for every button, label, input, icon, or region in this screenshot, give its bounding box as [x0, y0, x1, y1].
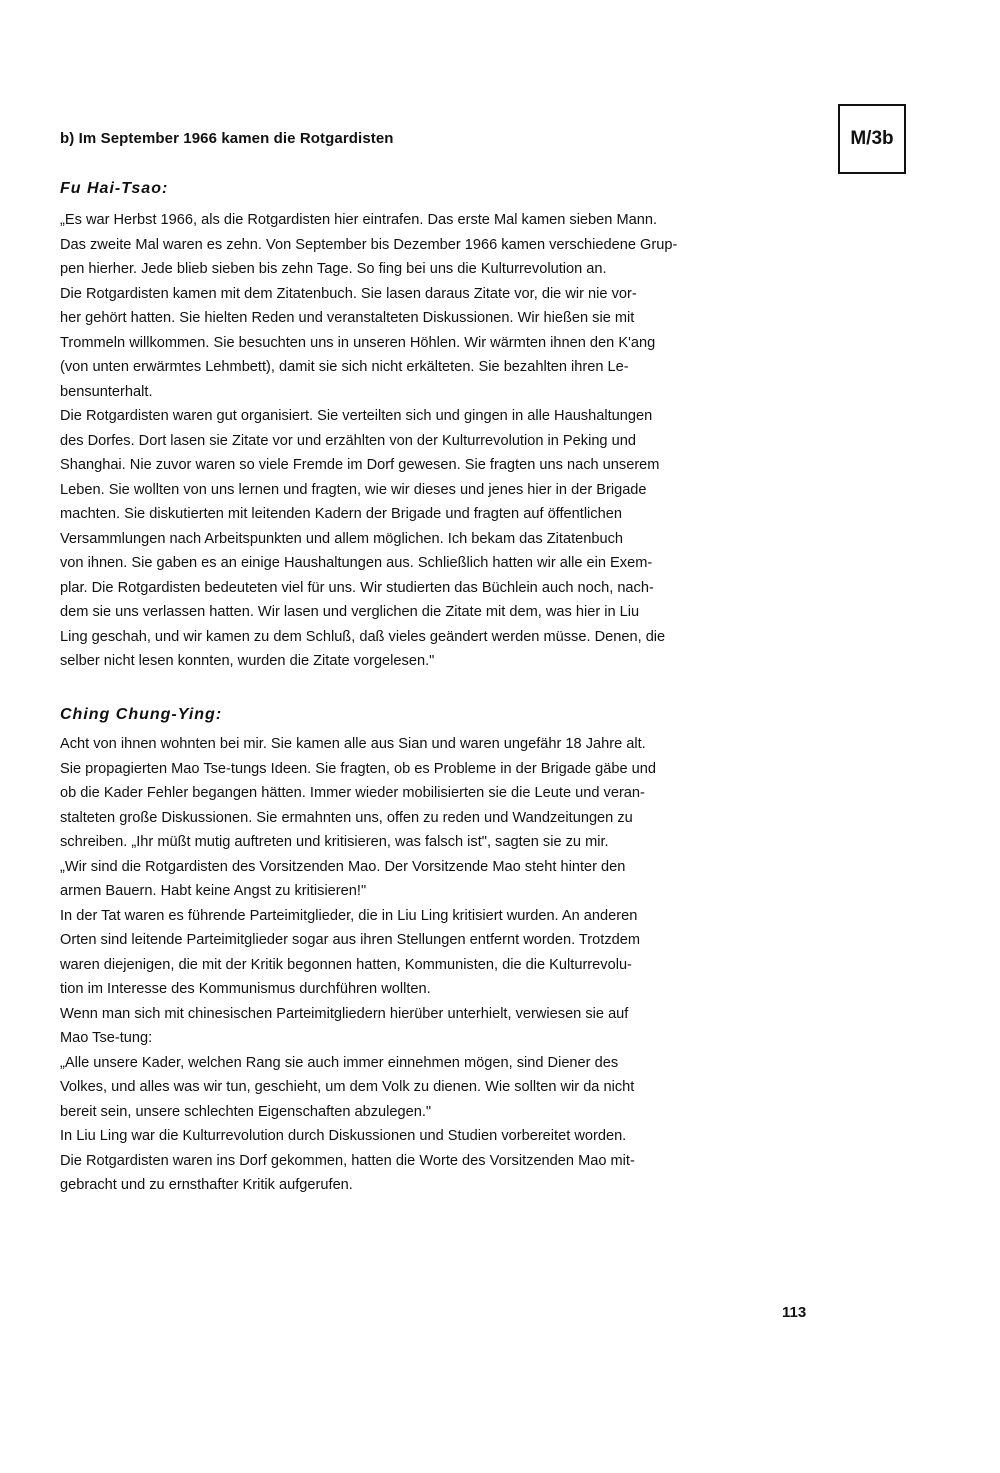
account-paragraph	[60, 732, 820, 1198]
text-line: selber nicht lesen konnten, wurden die Zitate vorgelesen."	[60, 653, 435, 669]
text-line: (von unten erwärmtes Lehmbett), damit sie sich nicht erkälteten. Sie bezahlten ihren Le-	[60, 359, 629, 375]
text-line: Acht von ihnen wohnten bei mir. Sie kamen alle aus Sian und waren ungefähr 18 Jahre alt.	[60, 736, 646, 752]
text-line: Sie propagierten Mao Tse-tungs Ideen. Sie fragten, ob es Probleme in der Brigade gäbe und	[60, 760, 657, 777]
text-line: Versammlungen nach Arbeitspunkten und allem möglichen. Ich bekam das Zitatenbuch	[60, 530, 623, 547]
text-line: plar. Die Rotgardisten bedeuteten viel für uns. Wir studierten das Büchlein auch noch, nach-	[60, 579, 654, 596]
text-line: Das zweite Mal waren es zehn. Von September bis Dezember 1966 kamen verschiedene Grup-	[60, 236, 678, 253]
text-line: Wenn man sich mit chinesischen Parteimitgliedern hierüber unterhielt, verwiesen sie auf	[60, 1005, 629, 1022]
text-line: In der Tat waren es führende Parteimitglieder, die in Liu Ling kritisiert wurden. An anderen	[60, 907, 638, 924]
text-line: waren diejenigen, die mit der Kritik begonnen hatten, Kommunisten, die die Kulturrevolu-	[60, 956, 632, 973]
text-line: Ling geschah, und wir kamen zu dem Schluß, daß vieles geändert werden müsse. Denen, die	[60, 628, 666, 645]
text-line: ob die Kader Fehler begangen hätten. Immer wieder mobilisierten sie die Leute und veran-	[60, 785, 645, 801]
text-line: „Alle unsere Kader, welchen Rang sie auch immer einnehmen mögen, sind Diener des	[60, 1054, 619, 1071]
text-line: von ihnen. Sie gaben es an einige Haushaltungen aus. Schließlich hatten wir alle ein Exem-	[60, 555, 653, 571]
text-line: Die Rotgardisten waren gut organisiert. Sie verteilten sich und gingen in alle Haushaltungen	[60, 408, 653, 424]
text-line: pen hierher. Jede blieb sieben bis zehn Tage. So fing bei uns die Kulturrevolution an.	[60, 261, 607, 277]
text-line: Mao Tse-tung:	[60, 1030, 153, 1046]
worksheet-tag-label: M/3b	[850, 128, 894, 149]
text-line: „Wir sind die Rotgardisten des Vorsitzenden Mao. Der Vorsitzende Mao steht hinter den	[60, 858, 626, 875]
text-line: Die Rotgardisten waren ins Dorf gekommen, hatten die Worte des Vorsitzenden Mao mit-	[60, 1152, 635, 1169]
text-line: Shanghai. Nie zuvor waren so viele Fremde im Dorf gewesen. Sie fragten uns nach unserem	[60, 457, 660, 473]
text-line: Die Rotgardisten kamen mit dem Zitatenbuch. Sie lasen daraus Zitate vor, die wir nie vor-	[60, 285, 637, 302]
text-line: machten. Sie diskutierten mit leitenden Kadern der Brigade und fragten auf öffentlichen	[60, 506, 622, 522]
text-line: Orten sind leitende Parteimitglieder sogar aus ihren Stellungen entfernt worden. Trotzdem	[60, 932, 641, 948]
text-line: des Dorfes. Dort lasen sie Zitate vor und erzählten von der Kulturrevolution in Peking und	[60, 432, 636, 449]
text-line: dem sie uns verlassen hatten. Wir lasen und verglichen die Zitate mit dem, was hier in Liu	[60, 604, 640, 620]
text-line: schreiben. „Ihr müßt mutig auftreten und kritisieren, was falsch ist", sagten sie zu mir.	[60, 834, 609, 850]
page-number: 113	[782, 1304, 807, 1321]
speaker-name: Ching Chung-Ying:	[60, 706, 223, 723]
text-line: bereit sein, unsere schlechten Eigenschaften abzulegen."	[60, 1103, 432, 1120]
text-line: Volkes, und alles was wir tun, geschieht, um dem Volk zu dienen. Wie sollten wir da nicht	[60, 1079, 635, 1095]
text-line: Leben. Sie wollten von uns lernen und fragten, wie wir dieses und jenes hier in der Brigade	[60, 481, 647, 498]
quote-paragraph	[60, 208, 820, 674]
text-line: stalteten große Diskussionen. Sie ermahnten uns, offen zu reden und Wandzeitungen zu	[60, 809, 633, 826]
speaker-name: Fu Hai-Tsao:	[60, 180, 169, 197]
text-line: „Es war Herbst 1966, als die Rotgardisten hier eintrafen. Das erste Mal kamen sieben Mann.	[60, 212, 658, 228]
text-line: gebracht und zu ernsthafter Kritik aufgerufen.	[60, 1177, 353, 1193]
text-line: In Liu Ling war die Kulturrevolution durch Diskussionen und Studien vorbereitet worden.	[60, 1128, 627, 1144]
text-line: her gehört hatten. Sie hielten Reden und veranstalteten Diskussionen. Wir hießen sie mit	[60, 310, 635, 326]
text-line: tion im Interesse des Kommunismus durchführen wollten.	[60, 981, 431, 997]
text-line: Trommeln willkommen. Sie besuchten uns in unseren Höhlen. Wir wärmten ihnen den K'ang	[60, 334, 656, 351]
section-heading: b) Im September 1966 kamen die Rotgardisten	[60, 130, 394, 147]
worksheet-tag	[838, 104, 906, 174]
text-line: armen Bauern. Habt keine Angst zu kritisieren!"	[60, 883, 367, 899]
text-line: bensunterhalt.	[60, 383, 153, 400]
